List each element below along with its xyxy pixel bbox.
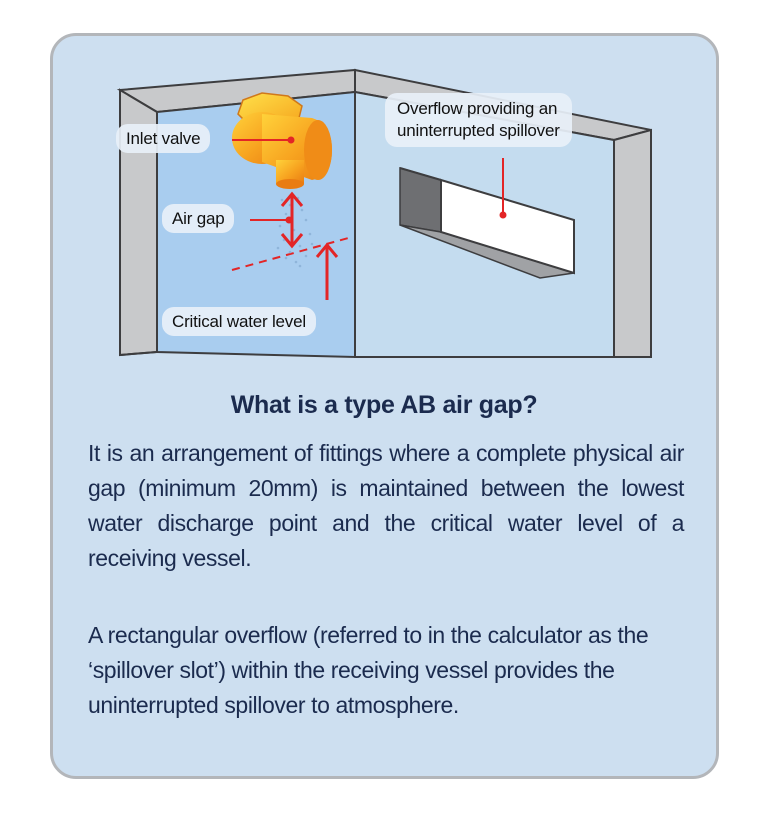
paragraph-spillover: A rectangular overflow (referred to in the calculator as the ‘spillover slot’) within the receiving vessel provides the uninterrupted spillover to atmosphere.: [88, 622, 649, 718]
air-gap-label: Air gap: [162, 204, 234, 233]
air-gap-diagram: [0, 0, 768, 380]
overflow-label-line2: uninterrupted spillover: [397, 121, 560, 140]
overflow-label-line1: Overflow providing an: [397, 99, 558, 118]
paragraph-definition: It is an arrangement of fittings where a complete physical air gap (minimum 20mm) is maintained between the lowest water discharge point and the critical water level of a receiving vessel.: [88, 440, 684, 571]
inlet-valve-label: Inlet valve: [116, 124, 210, 153]
overflow-label: [385, 93, 572, 147]
critical-water-level-label: Critical water level: [162, 307, 316, 336]
section-heading: What is a type AB air gap?: [230, 391, 538, 419]
right-wall-side: [614, 130, 651, 357]
